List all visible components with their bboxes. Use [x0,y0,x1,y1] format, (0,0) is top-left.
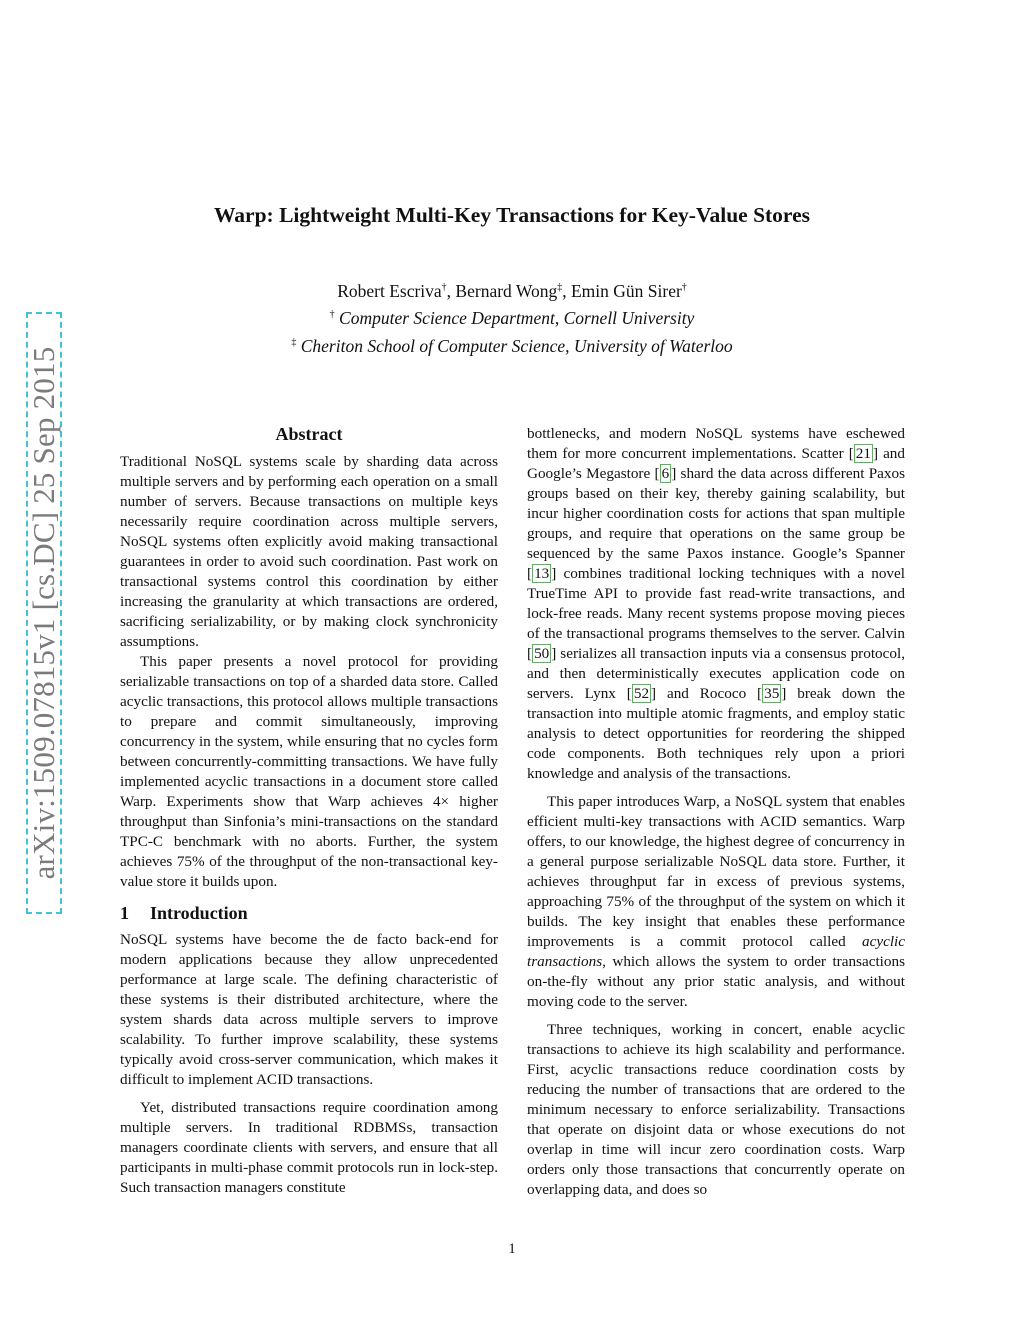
citation-link[interactable]: 35 [764,685,780,702]
author-names: Robert Escriva†, Bernard Wong‡, Emin Gün Sirer† [337,280,687,301]
citation-link[interactable]: 21 [855,445,871,462]
affiliation-mark: ‡ [291,336,297,348]
abstract-heading: Abstract [275,424,343,444]
author-name: Bernard Wong [455,280,558,301]
body-paragraph: bottlenecks, and modern NoSQL systems have eschewed them for more concurrent implementations. Scatter [ 21 ] and Google’s Megastore [ 6 ] shard the data across different Paxos groups based on their key, thereby gaining scalability, but incur higher coordination costs for actions that span multiple groups, and require that operations on the same group be sequenced by the same Paxos instance. Google’s Spanner [ 13 ] combines traditional locking techniques with a novel TrueTime API to provide fast read-write transactions, and lock-free reads. Many recent systems propose moving pieces of the transactional programs themselves to the server. Calvin [ 50 ] serializes all transaction inputs via a consensus protocol, and then deterministically executes application code on servers. Lynx [ 52 ] and Rococo [ 35 ] break down the transaction into multiple atomic fragments, and employ static analysis to detect opportunities for reordering the shipped code components. Both techniques rely upon a priori knowledge and analysis of the transactions. [527,425,906,782]
body-paragraph: This paper introduces Warp, a NoSQL system that enables efficient multi-key transactions with ACID semantics. Warp offers, to our knowledge, the highest degree of concurrency in a general purpose serializable NoSQL data store. Further, it achieves throughput far in excess of previous systems, approaching 75% of the throughput of the system on which it builds. The key insight that enables these performance improvements is a commit protocol called acyclic transactions, which allows the system to order transactions on-the-fly without any prior static analysis, and without moving code to the server. [527,793,906,1010]
paper-title: Warp: Lightweight Multi-Key Transactions for Key-Value Stores [213,203,811,227]
section-heading-introduction [120,903,498,923]
affiliation-line [0,331,1024,358]
citation-link[interactable]: 52 [633,685,650,702]
affiliation-mark: † [681,282,687,293]
abstract-paragraph: Traditional NoSQL systems scale by sharding data across multiple servers and by performing each operation on a small number of servers. Because transactions on multiple keys necessarily require coordination across multiple servers, NoSQL systems often explicitly avoid making transactional guarantees in order to avoid such coordination. Past work on transactional systems control this coordination by either increasing the granularity at which transactions are ordered, sacrificing serializability, or by making clock synchronicity assumptions. [120,453,498,650]
body-paragraph: Three techniques, working in concert, enable acyclic transactions to achieve its high scalability and performance. First, acyclic transactions reduce coordination costs by reducing the number of transactions that are ordered to the minimum necessary to enforce serializability. Transactions that operate on disjoint data or whose executions do not overlap in time will incur zero coordination costs. Warp orders only those transactions that concurrently operate on overlapping data, and does so [527,1021,905,1198]
abstract-paragraph: This paper presents a novel protocol for providing serializable transactions on top of a sharded data store. Called acyclic transactions, this protocol allows multiple transactions to prepare and commit simultaneously, improving concurrency in the system, while ensuring that no cycles form between concurrently-committing transactions. We have fully implemented acyclic transactions in a document store called Warp. Experiments show that Warp achieves 4× higher throughput than Sinfonia’s mini-transactions on the standard TPC-C benchmark with no aborts. Further, the system achieves 75% of the throughput of the non-transactional key-value store it builds upon. [120,653,498,890]
emphasized-term: acyclic transactions [527,933,905,970]
page-number: 1 [508,1241,516,1257]
author-name: Robert Escriva [337,280,442,301]
arxiv-stamp-label[interactable]: arXiv:1509.07815v1 [cs.DC] 25 Sep 2015 [26,346,61,880]
citation-link[interactable]: 6 [661,465,670,482]
section-title: Introduction [150,903,248,923]
affiliation-line [0,303,1024,330]
affiliation-text: Computer Science Department, Cornell University [339,308,695,329]
affiliation-text: Cheriton School of Computer Science, University of Waterloo [300,335,733,356]
body-paragraph: Yet, distributed transactions require coordination among multiple servers. In traditional RDBMSs, transaction managers coordinate clients with servers, and ensure that all participants in multi-phase commit protocols run in lock-step. Such transaction managers constitute [120,1099,498,1196]
author-block [0,276,1024,358]
citation-link[interactable]: 50 [534,645,550,662]
citation-link[interactable]: 13 [534,565,550,582]
left-column [120,424,498,1198]
affiliation-mark: ‡ [557,282,563,293]
arxiv-stamp[interactable] [20,312,72,914]
right-column [527,424,905,1200]
affiliation-mark: † [441,282,447,293]
author-name: Emin Gün Sirer [570,280,682,301]
section-number: 1 [120,903,129,923]
body-paragraph: NoSQL systems have become the de facto back-end for modern applications because they allow unprecedented performance at large scale. The defining characteristic of these systems is their distributed architecture, where the system shards data across multiple servers to improve scalability. To further improve scalability, these systems typically avoid cross-server communication, which makes it difficult to implement ACID transactions. [120,931,498,1088]
affiliation-mark: † [329,309,335,321]
